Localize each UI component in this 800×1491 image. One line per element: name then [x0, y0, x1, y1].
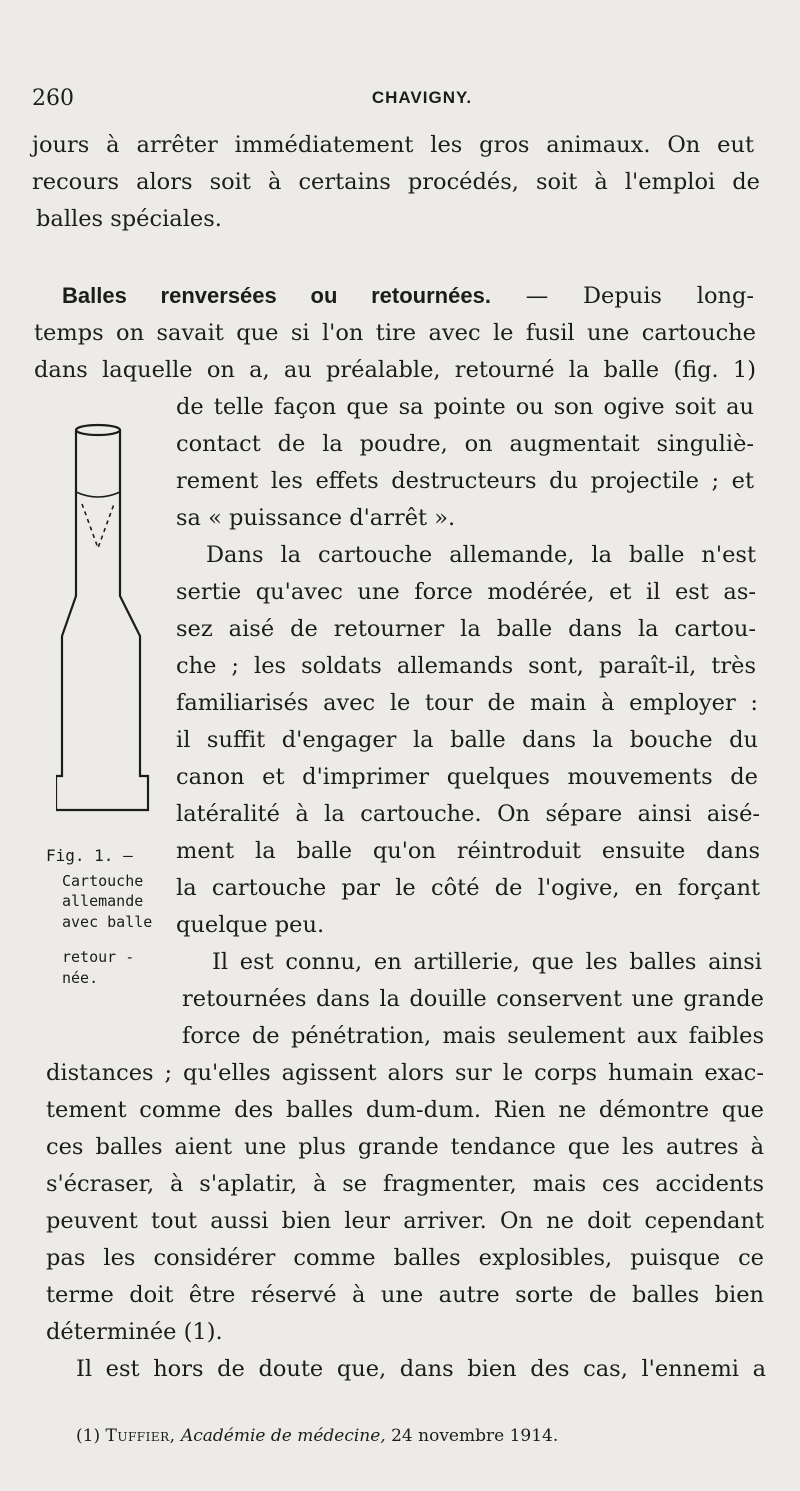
- text-line: tement comme des balles dum-dum. Rien ne démontre que: [46, 1097, 764, 1123]
- text-line: retournées dans la douille conservent une grande: [182, 986, 764, 1012]
- text-line: recours alors soit à certains procédés, soit à l'emploi de: [32, 169, 760, 195]
- text-line: familiarisés avec le tour de main à employer :: [176, 690, 758, 716]
- text-line: s'écraser, à s'aplatir, à se fragmenter, mais ces accidents: [46, 1171, 764, 1197]
- text-line: terme doit être réservé à une autre sorte de balles bien: [46, 1282, 764, 1308]
- text-line: Il est hors de doute que, dans bien des cas, l'ennemi a: [76, 1356, 766, 1382]
- footnote: [76, 1426, 558, 1446]
- text-line: déterminée (1).: [46, 1319, 223, 1345]
- figure-caption-line: avec balle: [62, 913, 153, 931]
- text-line: pas les considérer comme balles explosibles, puisque ce: [46, 1245, 764, 1271]
- figure-caption-line: née.: [62, 969, 99, 987]
- text-line: quelque peu.: [176, 912, 325, 938]
- text-line: latéralité à la cartouche. On sépare ainsi aisé-: [176, 801, 760, 827]
- footnote-journal: Académie de médecine,: [180, 1426, 386, 1446]
- text-line: ces balles aient une plus grande tendance que les autres à: [46, 1134, 764, 1160]
- section-heading-line: [62, 281, 754, 311]
- text-line: temps on savait que si l'on tire avec le fusil une cartouche: [34, 320, 756, 346]
- text-line: rement les effets destructeurs du projectile ; et: [176, 468, 754, 494]
- text-line: sa « puissance d'arrêt ».: [176, 505, 456, 531]
- text-line: ment la balle qu'on réintroduit ensuite dans: [176, 838, 760, 864]
- page-header: [32, 86, 752, 116]
- text-line: force de pénétration, mais seulement aux faibles: [182, 1023, 764, 1049]
- text-line: dans laquelle on a, au préalable, retourné la balle (fig. 1): [34, 357, 756, 383]
- text-line: canon et d'imprimer quelques mouvements de: [176, 764, 758, 790]
- section-heading-rest: — Depuis long-: [490, 283, 754, 309]
- text-line: contact de la poudre, on augmentait singuliè-: [176, 431, 754, 457]
- cartridge-figure: [56, 418, 156, 830]
- text-line: distances ; qu'elles agissent alors sur le corps humain exac-: [46, 1060, 764, 1086]
- footnote-marker: (1): [76, 1426, 101, 1446]
- text-line: balles spéciales.: [36, 206, 222, 232]
- figure-caption-line: allemande: [62, 892, 144, 910]
- text-line: che ; les soldats allemands sont, paraît-il, très: [176, 653, 756, 679]
- text-line: Dans la cartouche allemande, la balle n'est: [206, 542, 756, 568]
- figure-caption-line: Cartouche: [62, 872, 144, 890]
- text-line: de telle façon que sa pointe ou son ogive soit au: [176, 394, 754, 420]
- text-line: sez aisé de retourner la balle dans la cartou-: [176, 616, 756, 642]
- text-line: sertie qu'avec une force modérée, et il est as-: [176, 579, 756, 605]
- section-heading: Balles renversées ou retournées.: [62, 283, 491, 308]
- text-line: peuvent tout aussi bien leur arriver. On ne doit cependant: [46, 1208, 764, 1234]
- figure-caption-line: retour -: [62, 948, 135, 966]
- text-line: il suffit d'engager la balle dans la bouche du: [176, 727, 758, 753]
- figure-caption-line: Fig. 1. —: [46, 846, 133, 865]
- footnote-date: 24 novembre 1914.: [391, 1426, 559, 1446]
- text-line: Il est connu, en artillerie, que les balles ainsi: [212, 949, 762, 975]
- text-line: la cartouche par le côté de l'ogive, en forçant: [176, 875, 760, 901]
- running-title: CHAVIGNY.: [371, 88, 473, 107]
- text-line: jours à arrêter immédiatement les gros animaux. On eut: [32, 132, 754, 158]
- page-number: 260: [32, 86, 74, 111]
- footnote-author: Tuffier,: [105, 1426, 176, 1446]
